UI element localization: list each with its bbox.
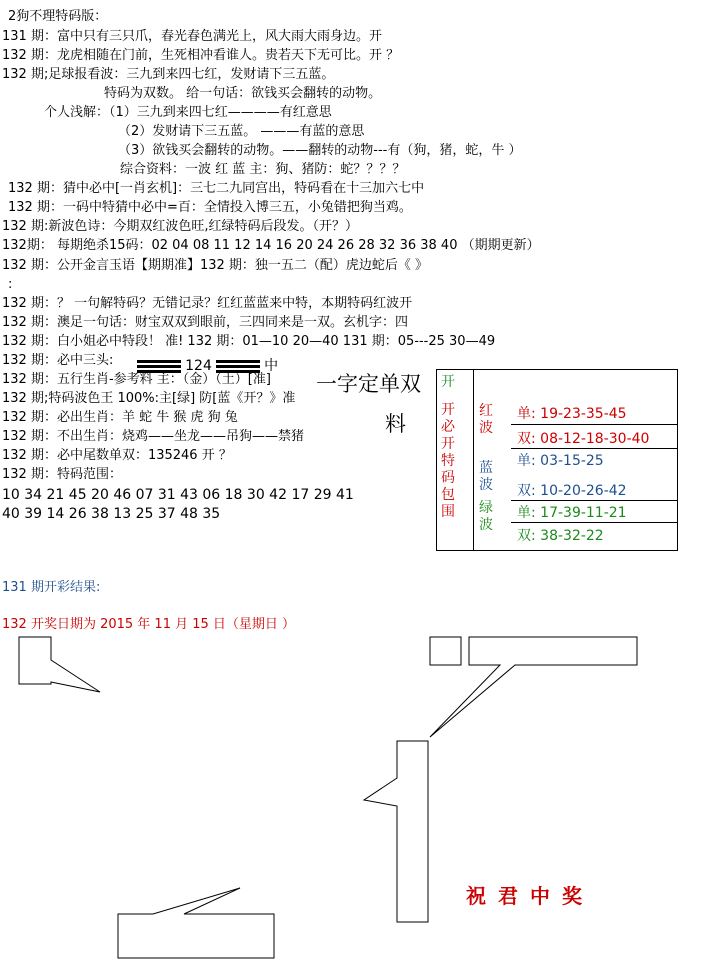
text-line: 132 期：澳足一句话：财宝双双到眼前，三四同来是一双。玄机字：四	[2, 315, 408, 330]
text-line: 132 期：一码中特猜中必中=百：全情投入博三五，小兔错把狗当鸡。	[8, 200, 412, 215]
row-value: 03-15-25	[540, 453, 604, 469]
row-value: 19-23-35-45	[540, 406, 627, 422]
text-line: （2）发财请下三五蓝。 ———有蓝的意思	[118, 124, 365, 139]
bar-mark	[137, 365, 181, 368]
row-value: 38-32-22	[540, 528, 604, 544]
callout-right-wide	[430, 637, 637, 737]
big-title-2: 料	[385, 412, 406, 436]
blue-single-row	[517, 450, 604, 470]
text-line: 132 期:新波色诗：今期双红波色旺,红绿特码后段发。（开？）	[2, 219, 358, 234]
blue-wave-label: 蓝波	[479, 460, 493, 493]
number-range-line: 40 39 14 26 38 13 25 37 48 35	[2, 506, 221, 522]
row-key: 单:	[517, 505, 536, 521]
row-value: 08-12-18-30-40	[540, 431, 650, 447]
row-value: 17-39-11-21	[540, 505, 627, 521]
text-line: 综合资料：一波 红 蓝 主：狗、猪防：蛇？？？？	[120, 162, 406, 177]
number-range-line: 10 34 21 45 20 46 07 31 43 06 18 30 42 17 29 41	[2, 487, 354, 503]
red-wave-label: 红波	[479, 403, 493, 436]
result-title: 131 期开彩结果:	[2, 580, 101, 595]
heads-end: 中	[264, 358, 279, 374]
green-single-row	[517, 502, 627, 522]
callout-left-bubble	[19, 637, 100, 692]
text-line: 132 期：猜中必中[一肖玄机]：三七二九同宫出，特码看在十三加六七中	[8, 181, 425, 196]
big-title: 一字定单双	[316, 372, 421, 396]
text-line: 132 期;特码波色王 100%:主[绿] 防[蓝《开？》准	[2, 391, 296, 406]
text-line: 个人浅解：（1）三九到来四七红————有红意思	[44, 105, 332, 120]
text-line: 132 期：公开金言玉语【期期准】132 期：独一五二（配）虎边蛇后《 》	[2, 258, 429, 273]
text-line: :	[8, 277, 13, 292]
callout-bottom-box	[118, 888, 274, 958]
panel-side-label-top: 开	[441, 374, 455, 390]
text-line: 132 期：必中尾数单双：135246 开 ？	[2, 448, 232, 463]
divider	[511, 424, 677, 425]
callout-center-tall	[364, 741, 428, 922]
row-key: 双:	[517, 431, 536, 447]
row-value: 10-20-26-42	[540, 483, 627, 499]
wish-text: 祝君中奖	[466, 884, 594, 908]
text-line: 132期： 每期绝杀15码：02 04 08 11 12 14 16 20 24 26 28 32 36 38 40 （期期更新）	[2, 238, 540, 253]
red-double-row	[517, 428, 649, 448]
red-single-row	[517, 403, 627, 423]
row-key: 单:	[517, 406, 536, 422]
callout-right-small	[430, 637, 461, 665]
row-key: 双:	[517, 483, 536, 499]
text-line: 132 期：？ 一句解特码？无错记录？红红蓝蓝来中特，本期特码红波开	[2, 296, 413, 311]
row-key: 双:	[517, 528, 536, 544]
text-line: 132 期：特码范围：	[2, 467, 122, 482]
heads-bars	[137, 355, 278, 375]
bar-mark	[216, 365, 260, 368]
blue-double-row	[517, 480, 627, 500]
green-wave-label: 绿波	[479, 500, 493, 533]
divider	[511, 448, 677, 449]
text-line: 132 期：必中三头:	[2, 353, 114, 368]
divider	[473, 370, 474, 550]
panel-side-label: 开必开特码包围	[441, 402, 455, 520]
text-line: 132 期：五行生肖-参考料 主：（金）（土）[准]	[2, 372, 271, 387]
draw-date: 132 开奖日期为 2015 年 11 月 15 日（星期日 ）	[2, 617, 296, 632]
heads-value: 124	[185, 358, 212, 374]
header-title: 2狗不理特码版：	[8, 9, 108, 24]
text-line: 132 期：龙虎相随在门前，生死相冲看谁人。贵若天下无可比。开 ？	[2, 48, 400, 63]
divider	[511, 522, 677, 523]
color-wave-panel	[436, 369, 678, 551]
text-line: 132 期：白小姐必中特段！ 准! 132 期：01—10 20—40 131 期：05---25 30—49	[2, 334, 496, 349]
text-line: 特码为双数。 给一句话：欲钱买会翻转的动物。	[104, 86, 382, 101]
text-line: 132 期;足球报看波：三九到来四七红，发财请下三五蓝。	[2, 67, 335, 82]
divider	[511, 500, 677, 501]
green-double-row	[517, 525, 604, 545]
text-line: 131 期：富中只有三只爪，春光春色满光上，风大雨大雨身边。开	[2, 29, 382, 44]
text-line: （3）欲钱买会翻转的动物。——翻转的动物---有（狗，猪，蛇，牛 ）	[118, 143, 522, 158]
text-line: 132 期：不出生肖：烧鸡——坐龙——吊狗——禁猪	[2, 429, 304, 444]
text-line: 132 期：必出生肖：羊 蛇 牛 猴 虎 狗 兔	[2, 410, 238, 425]
row-key: 单:	[517, 453, 536, 469]
